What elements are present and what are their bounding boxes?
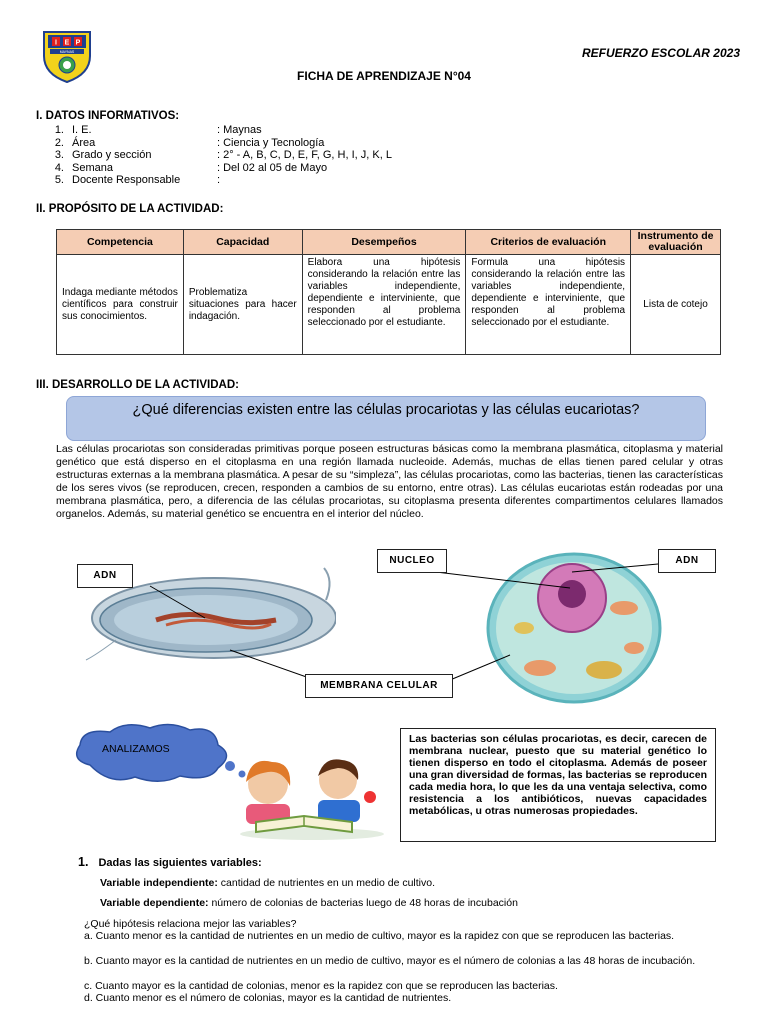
option-a[interactable]: a. Cuanto menor es la cantidad de nutrientes en un medio de cultivo, mayor es la rapidez con que se reproducen las bacterias. — [84, 930, 675, 942]
dep-label: Variable dependiente: — [100, 897, 209, 909]
col-header: Instrumento de evaluación — [631, 230, 721, 255]
info-row-number: 1. — [54, 124, 64, 136]
svg-text:E: E — [64, 39, 70, 47]
col-header: Competencia — [57, 230, 184, 255]
svg-text:I: I — [55, 39, 57, 47]
info-row-label: Área — [72, 136, 96, 149]
table-row — [57, 255, 721, 355]
exercise-prompt — [78, 855, 262, 869]
exercise-number: 1. — [78, 855, 89, 869]
col-header: Criterios de evaluación — [466, 230, 631, 255]
option-d[interactable]: d. Cuanto menor es el número de colonias, mayor es la cantidad de nutrientes. — [84, 992, 452, 1004]
svg-text:P: P — [75, 39, 81, 47]
info-row-value: : 2° - A, B, C, D, E, F, G, H, I, J, K, L — [217, 149, 392, 161]
section-1-heading: I. DATOS INFORMATIVOS: — [36, 110, 180, 122]
info-row — [44, 174, 544, 187]
indep-value: cantidad de nutrientes en un medio de cultivo. — [220, 877, 436, 889]
info-row — [44, 124, 544, 137]
cell-criterios: Formula una hipótesis considerando la relación entre las variables independiente, dependiente e interviniente, que responden al problema seleccionado por el estudiante. — [466, 255, 631, 355]
info-row-value: : — [217, 174, 221, 186]
cell-capacidad: Problematiza situaciones para hacer indagación. — [183, 255, 302, 355]
question-banner: ¿Qué diferencias existen entre las células procariotas y las células eucariotas? — [66, 396, 706, 441]
cell-desempenos: Elabora una hipótesis considerando la relación entre las variables independiente, dependiente e interviniente, que responden al problema seleccionado por el estudiante. — [302, 255, 466, 355]
col-header: Capacidad — [183, 230, 302, 255]
page-title: FICHA DE APRENDIZAJE N°04 — [297, 69, 471, 83]
section-3-heading: III. DESARROLLO DE LA ACTIVIDAD: — [36, 379, 239, 391]
cell-instrumento: Lista de cotejo — [631, 255, 721, 355]
exercise-prompt-text: Dadas las siguientes variables: — [98, 857, 262, 869]
program-title: REFUERZO ESCOLAR 2023 — [581, 46, 740, 60]
option-b[interactable]: b. Cuanto mayor es la cantidad de nutrientes en un medio de cultivo, mayor es el número de colonias a las 48 horas de incubación. — [84, 955, 696, 967]
cloud-text: ANALIZAMOS — [102, 743, 170, 755]
kids-reading-image — [220, 752, 390, 842]
info-row-value: : Del 02 al 05 de Mayo — [217, 161, 328, 174]
bacteria-callout: Las bacterias son células procariotas, es decir, carecen de membrana nuclear, puesto que su material genético lo tienen disperso en todo el citoplasma. Además de poseer una gran diversidad de formas, las bacterias se reproducen cada media hora, lo que les da una ventaja selectiva, como resistencia a los antibióticos, nuevas capacidades metabólicas, u otras numerosas propiedades. — [400, 728, 716, 842]
info-row-label: Docente Responsable — [72, 174, 181, 186]
info-row — [44, 137, 544, 150]
info-row-number: 2. — [54, 136, 64, 149]
section-2-heading: II. PROPÓSITO DE LA ACTIVIDAD: — [36, 203, 224, 215]
dependent-variable — [100, 897, 518, 909]
dep-value: número de colonias de bacterias luego de 48 horas de incubación — [211, 897, 518, 909]
independent-variable — [100, 877, 435, 889]
info-row-value: : Maynas — [217, 124, 262, 136]
indep-label: Variable independiente: — [100, 877, 218, 889]
cell-competencia: Indaga mediante métodos científicos para construir sus conocimientos. — [57, 255, 184, 355]
label-adn-right: ADN — [658, 549, 716, 573]
info-row-label: Grado y sección — [72, 149, 152, 161]
option-c[interactable]: c. Cuanto mayor es la cantidad de colonias, menor es la rapidez con que se reproducen las bacterias. — [84, 980, 558, 992]
info-row-label: Semana — [72, 161, 113, 174]
exercise-question: ¿Qué hipótesis relaciona mejor las variables? — [84, 918, 297, 930]
info-row-value: : Ciencia y Tecnología — [217, 136, 325, 149]
info-row — [44, 149, 544, 162]
label-nucleo: NUCLEO — [377, 549, 447, 573]
label-membrana: MEMBRANA CELULAR — [305, 674, 453, 698]
purpose-table — [56, 229, 721, 355]
col-header: Desempeños — [302, 230, 466, 255]
info-row-label: I. E. — [72, 124, 92, 136]
intro-paragraph: Las células procariotas son consideradas primitivas porque poseen estructuras básicas como la membrana plasmática, citoplasma y material genético que está disperso en el citoplasma en una región llamada nucleoide. Además, muchas de ellas tienen pared celular y otras estructuras externas a la membrana plasmática. A pesar de su “simpleza”, las células procariotas, como las bacterias, tienen las características de los seres vivos (se reproducen, crecen, responden a cambios de su entorno, entre otras). Las células eucariotas están rodeadas por una membrana plasmática, pero, a diferencia de las células procariotas, su citoplasma presenta diferentes compartimentos celulares llamados organelos. Además, su material genético se encuentra en el interior del núcleo. — [56, 443, 723, 520]
label-adn-left: ADN — [77, 564, 133, 588]
info-row-number: 5. — [54, 174, 64, 186]
info-row — [44, 162, 544, 175]
table-header-row — [57, 230, 721, 255]
info-row-number: 4. — [54, 161, 64, 174]
info-row-number: 3. — [54, 149, 64, 161]
svg-text:MAYNAS: MAYNAS — [59, 50, 75, 54]
info-list — [44, 124, 544, 190]
